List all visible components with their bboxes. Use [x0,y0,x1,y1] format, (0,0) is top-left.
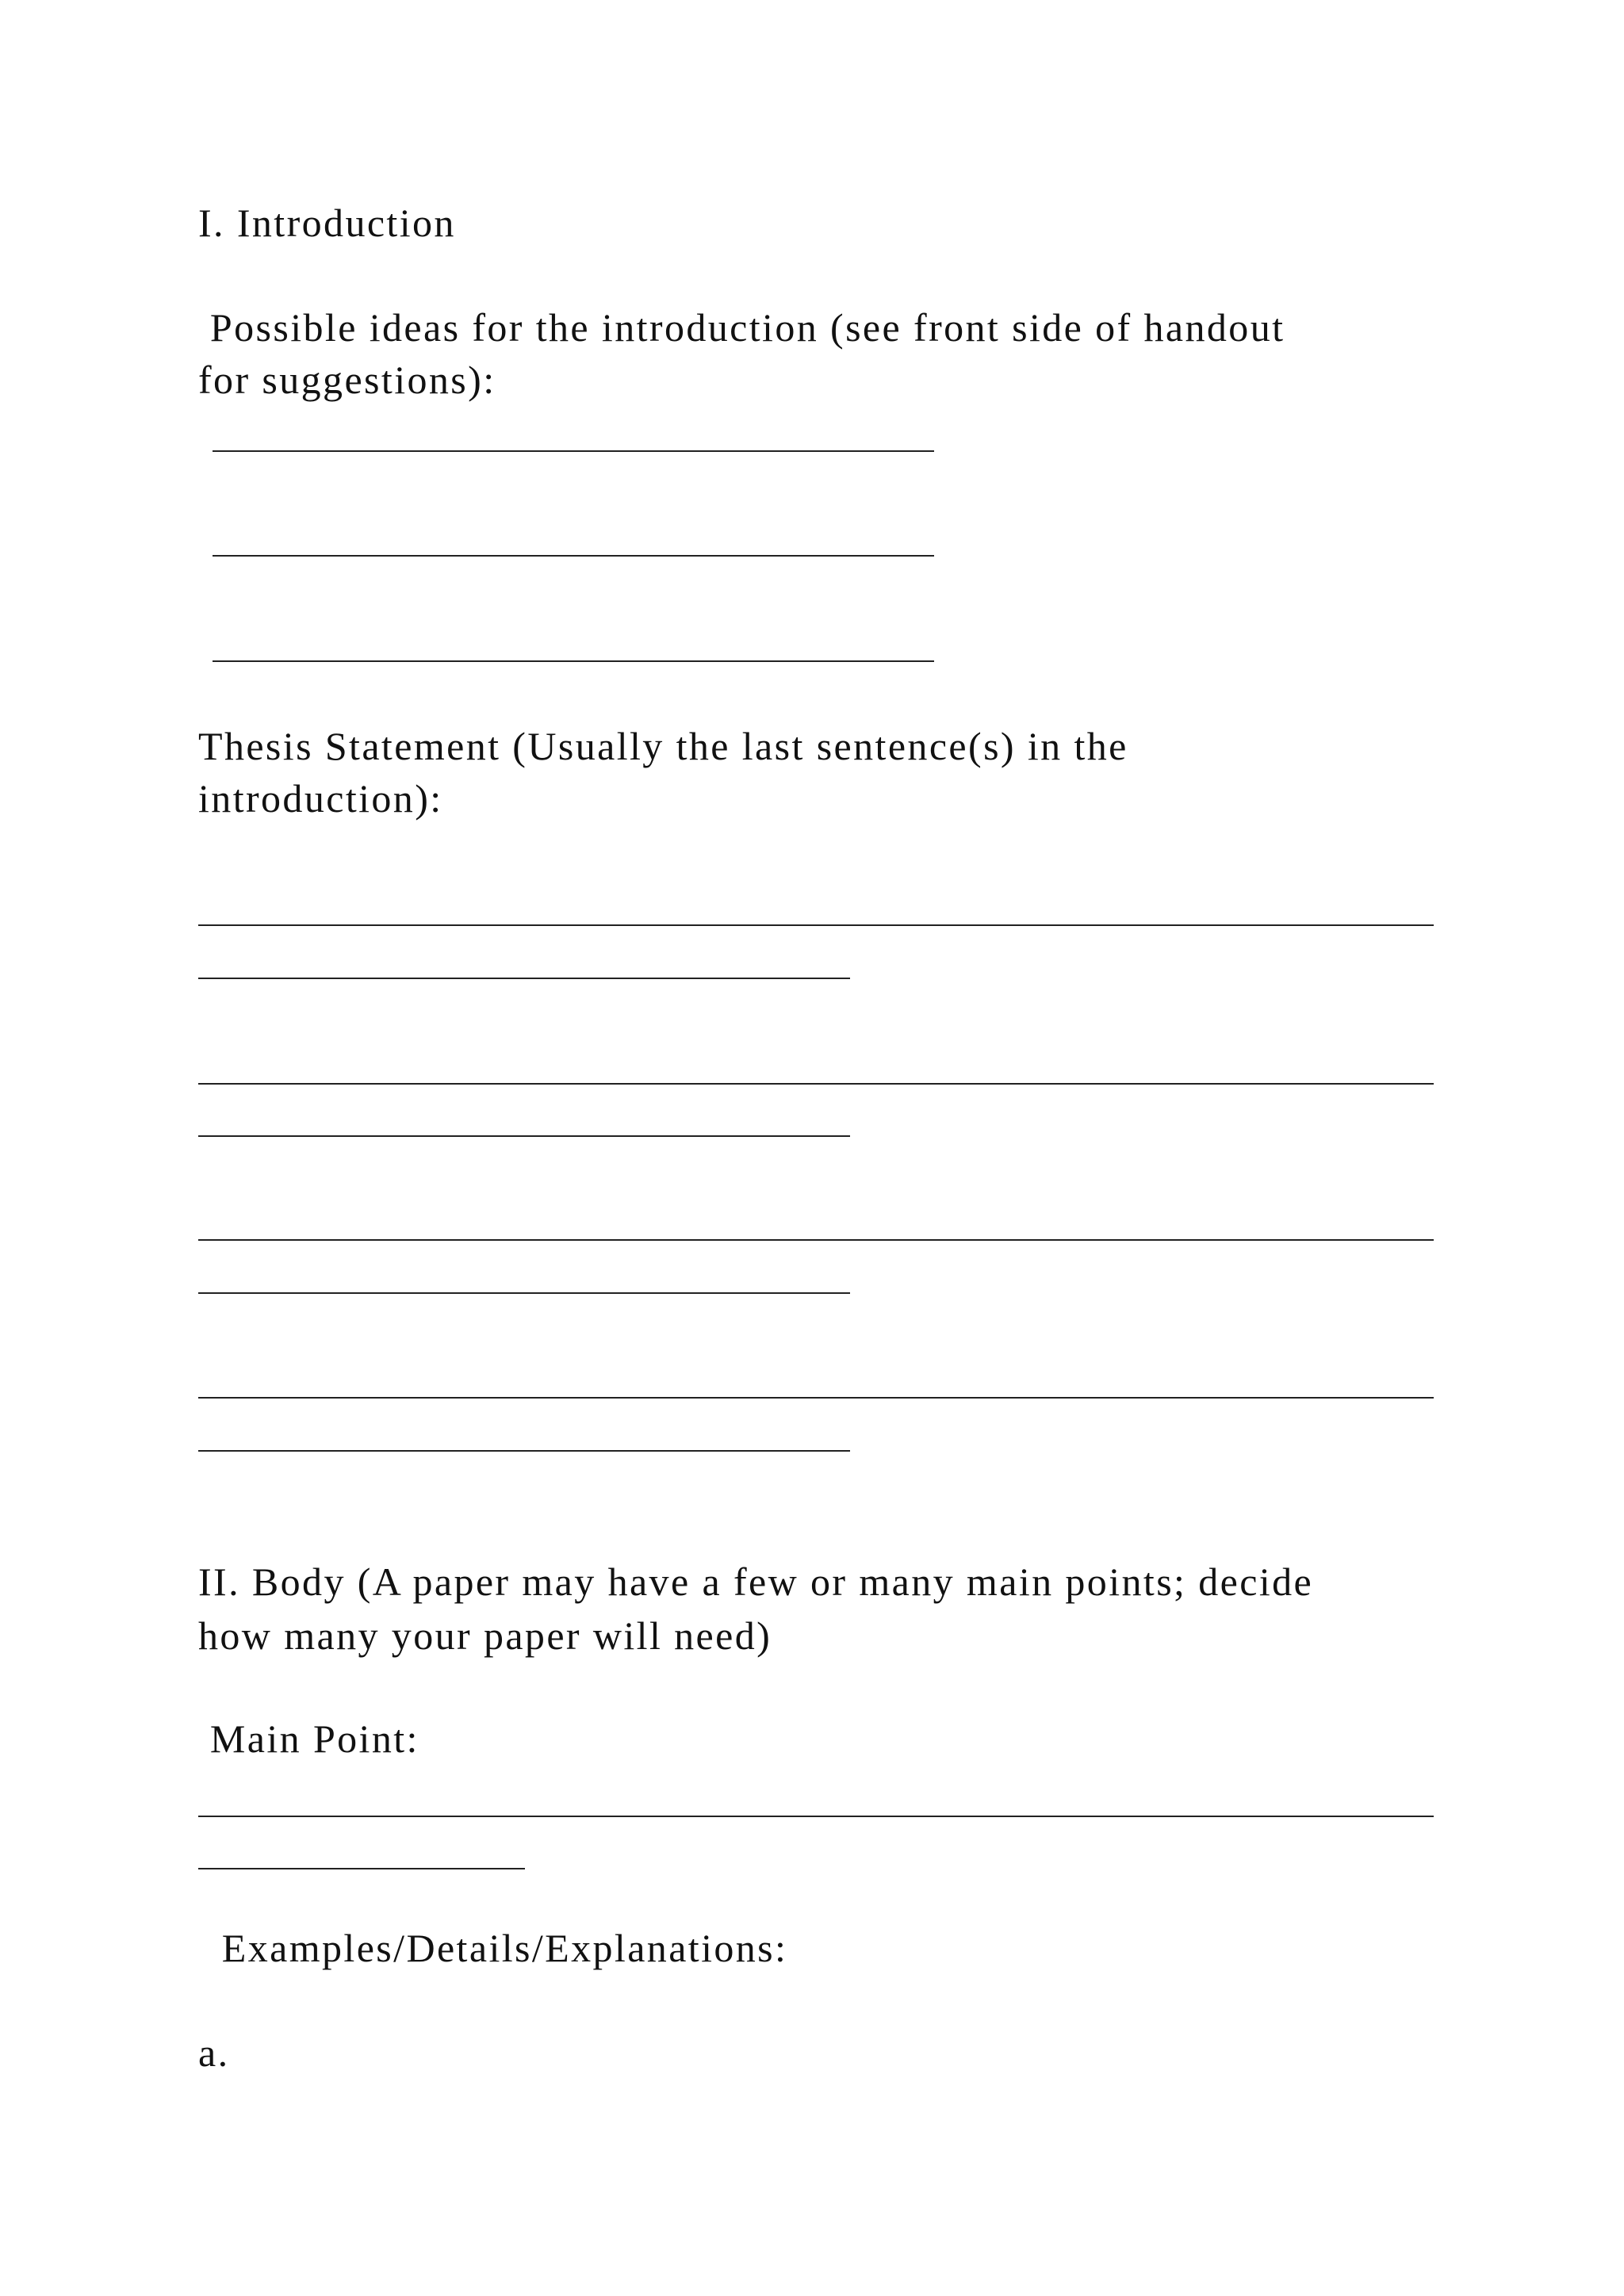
thesis-blank-3-line-2[interactable] [198,1292,850,1294]
section-heading-body-line-1: II. Body (A paper may have a few or many main points; decide [198,1559,1314,1604]
intro-prompt-line-1: Possible ideas for the introduction (see front side of handout [198,305,1285,350]
thesis-blank-2-line-2[interactable] [198,1135,850,1137]
thesis-blank-3-line-1[interactable] [198,1239,1434,1241]
intro-idea-blank-2[interactable] [213,555,934,557]
thesis-blank-2-line-1[interactable] [198,1083,1434,1085]
list-item-a-marker: a. [198,2030,230,2075]
intro-idea-blank-1[interactable] [213,450,934,452]
thesis-blank-4-line-2[interactable] [198,1450,850,1452]
thesis-blank-1-line-2[interactable] [198,978,850,979]
thesis-blank-4-line-1[interactable] [198,1397,1434,1399]
thesis-label-line-1: Thesis Statement (Usually the last sentence(s) in the [198,724,1128,768]
intro-idea-blank-3[interactable] [213,660,934,662]
section-heading-introduction: I. Introduction [198,201,456,245]
main-point-blank-line-2[interactable] [198,1868,525,1869]
examples-label: Examples/Details/Explanations: [198,1926,788,1970]
main-point-blank-line-1[interactable] [198,1816,1434,1817]
thesis-blank-1-line-1[interactable] [198,924,1434,926]
main-point-label: Main Point: [198,1716,419,1761]
section-heading-body-line-2: how many your paper will need) [198,1613,772,1658]
thesis-label-line-2: introduction): [198,776,443,821]
intro-prompt-line-2: for suggestions): [198,358,496,402]
